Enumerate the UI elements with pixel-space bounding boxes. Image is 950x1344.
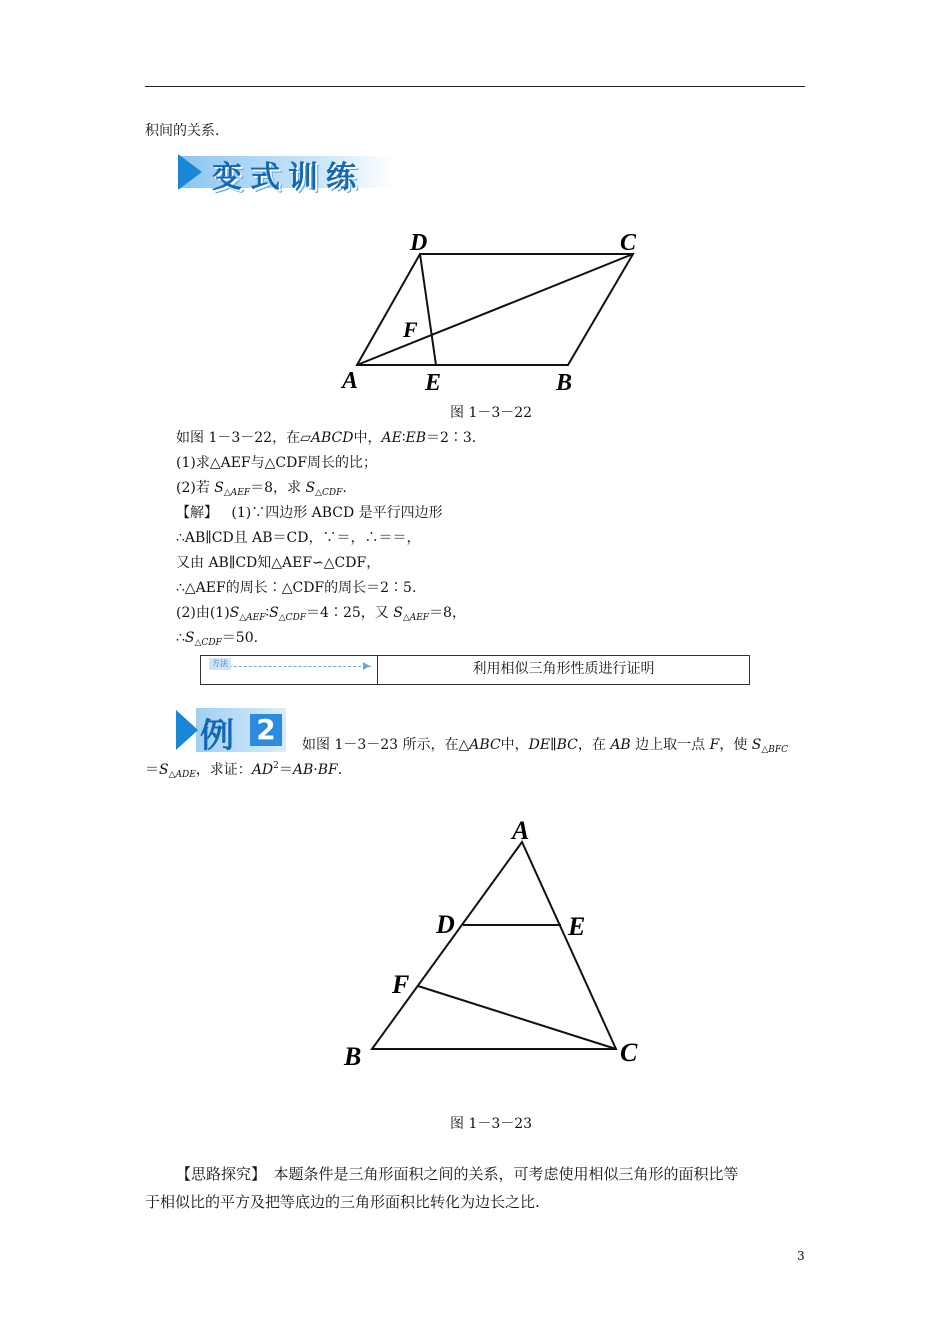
solution-text-1: (1)∵四边形 ABCD 是平行四边形 bbox=[231, 505, 443, 521]
ex2-ad: AD bbox=[251, 762, 274, 778]
diagonal-ac bbox=[357, 254, 633, 365]
q2-s2: S bbox=[305, 480, 316, 496]
intro-mid: 中， bbox=[353, 430, 382, 446]
dashed-arrow-line bbox=[209, 666, 371, 668]
solution-head: 【解】 bbox=[176, 505, 218, 521]
solution-line-3: 又由 AB∥CD知△AEF∽△CDF， bbox=[176, 555, 381, 571]
s5-sub1: △AEF bbox=[239, 613, 266, 623]
ex1-bc: BC bbox=[556, 737, 578, 753]
solution-line-2: ∴AB∥CD且 AB＝CD，∵＝，∴＝＝， bbox=[176, 530, 421, 546]
intro-ae: AE bbox=[381, 430, 402, 446]
ex1-c: ∥ bbox=[550, 737, 557, 753]
ex2-ab: AB bbox=[292, 762, 314, 778]
segment-fc bbox=[418, 986, 616, 1049]
label-d: D bbox=[436, 910, 455, 939]
play-triangle-icon bbox=[178, 154, 202, 190]
label-d: D bbox=[410, 230, 428, 256]
analysis-line-1: 【思路探究】 本题条件是三角形面积之间的关系，可考虑使用相似三角形的面积比等 bbox=[176, 1165, 739, 1183]
s6-prefix: ∴ bbox=[176, 630, 185, 646]
label-c: C bbox=[620, 230, 637, 256]
triangle-lines bbox=[372, 842, 616, 1049]
intro-abcd: ABCD bbox=[310, 430, 354, 446]
method-table bbox=[200, 655, 750, 685]
example-word: 例 bbox=[200, 716, 234, 756]
label-e: E bbox=[568, 912, 586, 941]
solution-line-4: ∴△AEF的周长∶△CDF的周长＝2∶5. bbox=[176, 580, 417, 596]
solution-line-1 bbox=[176, 503, 443, 523]
label-c: C bbox=[620, 1038, 638, 1067]
s5-mid: ∶ bbox=[265, 605, 270, 621]
label-f: F bbox=[392, 970, 410, 999]
play-triangle-icon bbox=[176, 710, 198, 750]
s5-end: ＝8， bbox=[429, 605, 466, 621]
ex2-end: . bbox=[337, 762, 343, 778]
ex2-s: S bbox=[159, 762, 169, 778]
intro-text: 如图 1－3－22，在▱ bbox=[176, 430, 311, 446]
example-line-1 bbox=[302, 735, 788, 757]
figure-caption-1: 图 1－3－22 bbox=[450, 405, 533, 421]
label-a: A bbox=[342, 368, 359, 394]
example-number: 2 bbox=[250, 714, 282, 746]
question-2 bbox=[176, 478, 347, 500]
q2-end: . bbox=[342, 480, 347, 496]
q2-sub1: △AEF bbox=[223, 488, 251, 498]
method-tag: 方法 bbox=[209, 658, 231, 670]
label-e: E bbox=[425, 370, 442, 396]
solution-line-6 bbox=[176, 628, 258, 650]
method-table-left-cell bbox=[201, 656, 378, 684]
label-b: B bbox=[344, 1042, 362, 1071]
ex2-b: ，求证： bbox=[195, 762, 252, 778]
ex1-ab: AB bbox=[610, 737, 631, 753]
s5-s2: S bbox=[269, 605, 279, 621]
segment-de bbox=[420, 254, 436, 365]
ex1-e: 边上取一点 bbox=[630, 737, 710, 753]
ex2-a: ＝ bbox=[145, 762, 159, 778]
ex1-g: ，使 bbox=[719, 737, 752, 753]
ex2-c: ＝ bbox=[278, 762, 293, 778]
ex1-abc: ABC bbox=[469, 737, 501, 753]
q2-mid: ＝8，求 bbox=[250, 480, 306, 496]
ex1-sub: △BFC bbox=[761, 745, 789, 755]
ex1-de: DE bbox=[528, 737, 551, 753]
problem-intro bbox=[176, 428, 476, 448]
analysis-line-2: 于相似比的平方及把等底边的三角形面积比转化为边长之比. bbox=[145, 1193, 540, 1211]
section-banner bbox=[178, 152, 392, 195]
q2-sub2: △CDF bbox=[315, 488, 343, 498]
banner-title: 变式训练 bbox=[212, 160, 364, 195]
ex2-bf: BF bbox=[317, 762, 338, 778]
intro-eb: EB bbox=[405, 430, 426, 446]
ex2-sub: △ADE bbox=[168, 770, 196, 780]
solution-line-5 bbox=[176, 603, 466, 625]
ex1-s: S bbox=[751, 737, 762, 753]
example-badge bbox=[176, 708, 286, 756]
figure-parallelogram bbox=[330, 222, 650, 398]
ex1-a: 如图 1－3－23 所示，在△ bbox=[302, 737, 470, 753]
s6-sub: △CDF bbox=[194, 638, 222, 648]
s5-s3: S bbox=[393, 605, 403, 621]
s5-sub3: △AEF bbox=[402, 613, 430, 623]
s5-sub2: △CDF bbox=[278, 613, 307, 623]
continued-text: 积间的关系． bbox=[145, 123, 229, 139]
example-line-2 bbox=[145, 760, 342, 782]
label-f: F bbox=[403, 317, 418, 342]
method-table-text: 利用相似三角形性质进行证明 bbox=[472, 661, 655, 677]
parallelogram-lines bbox=[357, 254, 633, 365]
s5-mid2: ＝4∶25，又 bbox=[306, 605, 394, 621]
intro-colon: ∶ bbox=[401, 430, 406, 446]
question-1: (1)求△AEF与△CDF周长的比； bbox=[176, 455, 378, 471]
figure-caption-2: 图 1－3－23 bbox=[450, 1116, 533, 1132]
header-rule bbox=[145, 86, 805, 87]
q2-s1: S bbox=[214, 480, 224, 496]
label-b: B bbox=[556, 370, 573, 396]
s6-s: S bbox=[184, 630, 195, 646]
intro-ratio: ＝2∶3. bbox=[425, 430, 477, 446]
ex1-d: ，在 bbox=[577, 737, 611, 753]
page-number: 3 bbox=[797, 1249, 805, 1263]
s5-prefix: (2)由(1) bbox=[176, 605, 230, 621]
ex2-sup: 2 bbox=[273, 761, 279, 771]
q2-prefix: (2)若 bbox=[176, 480, 215, 496]
ex1-b: 中， bbox=[500, 737, 529, 753]
arrow-right-icon bbox=[363, 662, 370, 670]
ex1-f: F bbox=[709, 737, 720, 753]
figure-triangle bbox=[340, 815, 650, 1075]
label-a: A bbox=[512, 816, 530, 845]
ex2-dot: · bbox=[313, 762, 318, 778]
s6-end: ＝50. bbox=[221, 630, 259, 646]
s5-s1: S bbox=[229, 605, 240, 621]
triangle-abc bbox=[372, 842, 616, 1049]
